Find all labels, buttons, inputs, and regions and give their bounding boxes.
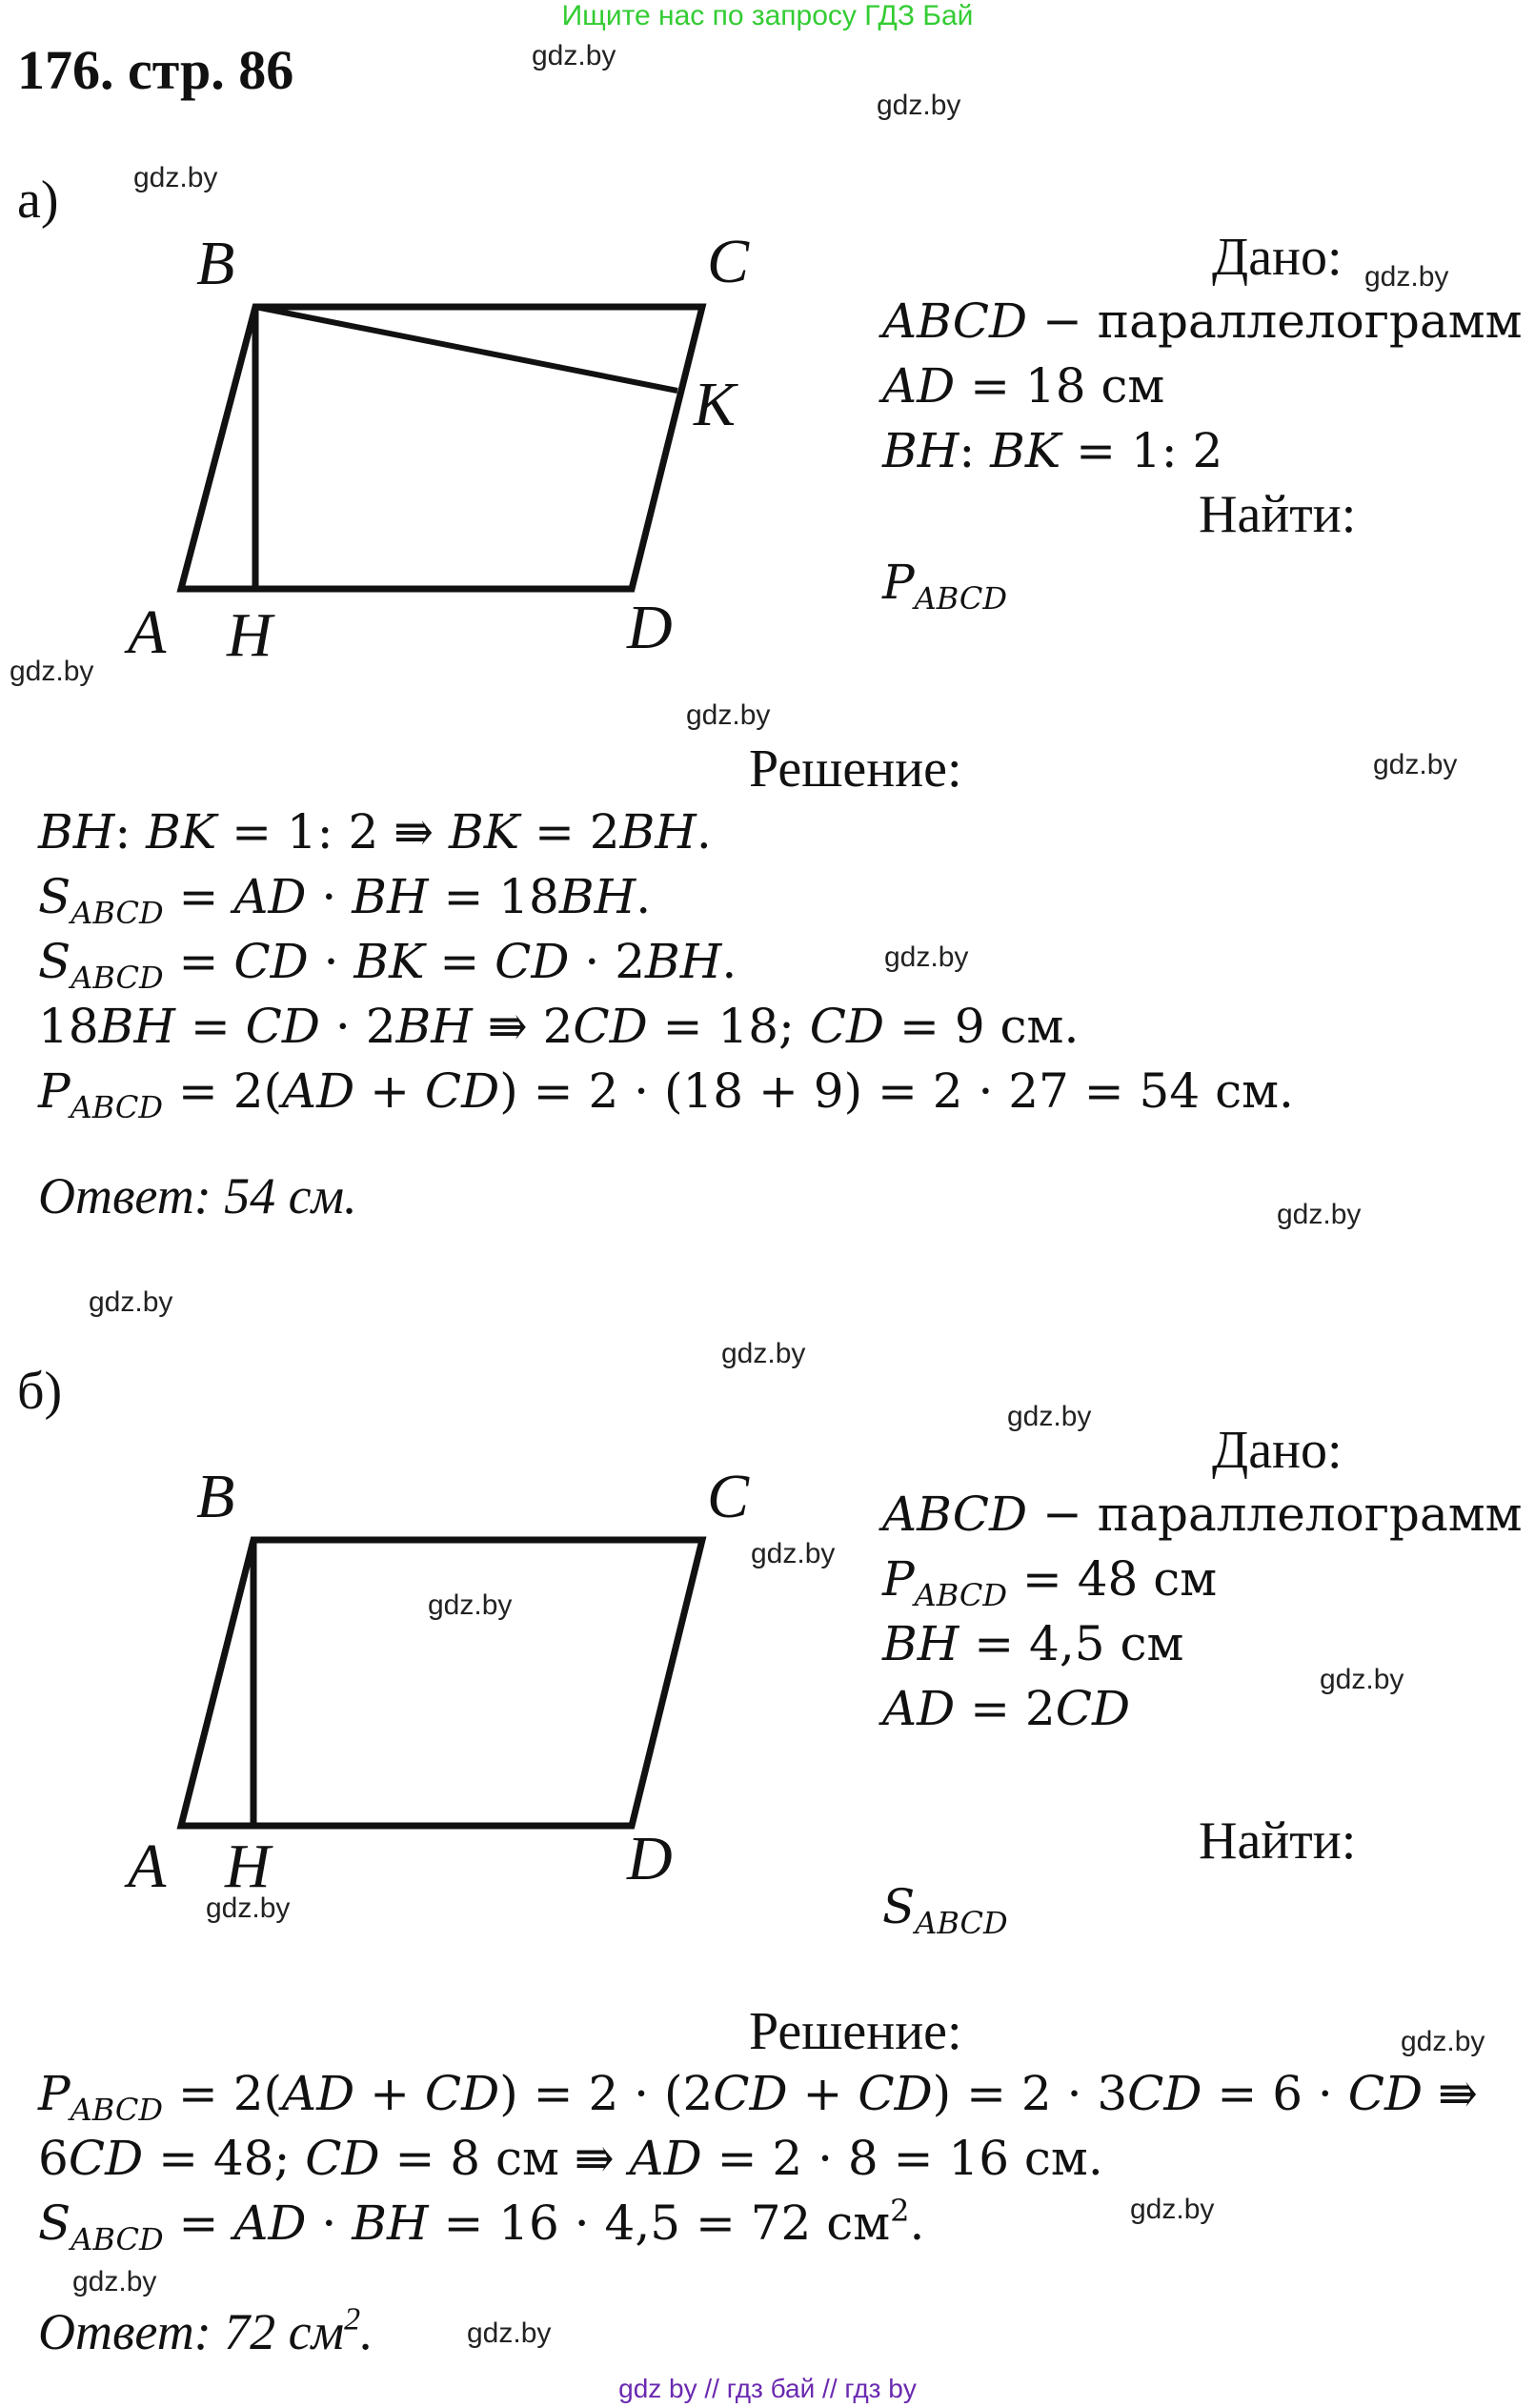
watermark: gdz.by <box>1401 2026 1485 2057</box>
watermark: gdz.by <box>1277 1199 1362 1230</box>
given-line-a1: ABCD − параллелограмм <box>882 293 1523 349</box>
vertex-label-b: B <box>196 1467 235 1531</box>
page-title: 176. стр. 86 <box>17 39 294 101</box>
given-line-a2: AD = 18 см <box>882 358 1165 414</box>
given-line-b4: AD = 2CD <box>882 1681 1131 1736</box>
watermark: gdz.by <box>877 90 961 121</box>
watermark: gdz.by <box>89 1286 173 1318</box>
part-a-label: а) <box>17 171 59 230</box>
find-heading-a: Найти: <box>1199 485 1357 544</box>
solution-line-a1: BH: BK = 1: 2 ⇛ BK = 2BH. <box>38 804 712 860</box>
parallelogram-figure-a <box>114 229 781 686</box>
parallelogram-shape <box>181 1540 702 1826</box>
watermark: gdz.by <box>133 162 218 193</box>
vertex-label-c: C <box>707 1467 750 1531</box>
point-label-h: H <box>225 1831 271 1901</box>
given-line-b3: BH = 4,5 см <box>882 1616 1184 1671</box>
part-b-label: б) <box>17 1362 63 1421</box>
given-line-b1: ABCD − параллелограмм <box>882 1487 1523 1542</box>
given-line-b2: $P_{ABCD} = 48$ см <box>882 1551 1218 1614</box>
vertex-label-b: B <box>196 229 235 298</box>
solution-heading-b: Решение: <box>749 2002 962 2061</box>
watermark: gdz.by <box>884 941 969 973</box>
watermark: gdz.by <box>686 699 771 731</box>
solution-line-b3: $S_{ABCD}$ = AD · BH = 16 · 4,5 = 72 $см^2$. <box>38 2192 925 2258</box>
watermark: gdz.by <box>10 656 94 687</box>
point-label-k: K <box>694 370 737 439</box>
solution-line-b1: $P_{ABCD} = 2(AD + CD) = 2 \cdot (2CD + CD) = 2 \cdot 3CD = 6$ · CD ⇛ <box>38 2066 1478 2129</box>
vertex-label-d: D <box>627 593 673 662</box>
watermark: gdz.by <box>428 1589 513 1621</box>
segment-bk <box>255 307 677 391</box>
given-line-a3: BH: BK = 1: 2 <box>882 423 1223 478</box>
solution-line-a5: $P_{ABCD} = 2(AD + CD) = 2 \cdot (18 + 9) = 2 \cdot 27 = 54$ см. <box>38 1063 1294 1126</box>
watermark: gdz.by <box>1007 1401 1092 1432</box>
point-label-h: H <box>227 600 273 670</box>
parallelogram-shape <box>181 307 702 589</box>
watermark: gdz.by <box>72 2266 157 2297</box>
vertex-label-a: A <box>128 597 167 667</box>
answer-a: Ответ: 54 см. <box>38 1167 357 1224</box>
watermark: gdz.by <box>1373 749 1458 780</box>
watermark: gdz.by <box>467 2317 552 2349</box>
watermark: gdz.by <box>532 40 616 71</box>
vertex-label-d: D <box>627 1824 673 1893</box>
solution-line-b2: 6CD = 48; CD = 8 см ⇛ AD = 2 · 8 = 16 см. <box>38 2131 1103 2186</box>
given-heading-b: Дано: <box>1212 1421 1343 1480</box>
solution-line-a3: $S_{ABCD}$ = CD · BK = CD · 2BH. <box>38 934 737 997</box>
find-heading-b: Найти: <box>1199 1811 1357 1871</box>
solution-heading-a: Решение: <box>749 739 962 799</box>
solution-line-a4: 18BH = CD · 2BH ⇛ 2CD = 18; CD = 9 см. <box>38 999 1080 1054</box>
find-value-b: $S_{ABCD}$ <box>882 1879 1008 1942</box>
watermark: gdz.by <box>1364 261 1449 293</box>
watermark: gdz.by <box>751 1538 836 1569</box>
search-banner: Ищите нас по запросу ГДЗ Бай <box>561 0 974 31</box>
find-value-a: $P_{ABCD}$ <box>882 555 1008 617</box>
solution-line-a2: $S_{ABCD}$ = AD · BH = 18BH. <box>38 869 652 932</box>
vertex-label-a: A <box>128 1831 167 1901</box>
given-heading-a: Дано: <box>1212 228 1343 287</box>
watermark: gdz.by <box>206 1892 291 1924</box>
parallelogram-figure-b <box>114 1467 781 1925</box>
watermark: gdz.by <box>721 1338 806 1369</box>
watermark: gdz.by <box>1320 1664 1404 1695</box>
footer-links: gdz by // гдз бай // гдз by <box>618 2374 917 2403</box>
vertex-label-c: C <box>707 229 750 296</box>
answer-b: Ответ: 72 $см^2$. <box>38 2301 374 2360</box>
watermark: gdz.by <box>1130 2194 1215 2225</box>
